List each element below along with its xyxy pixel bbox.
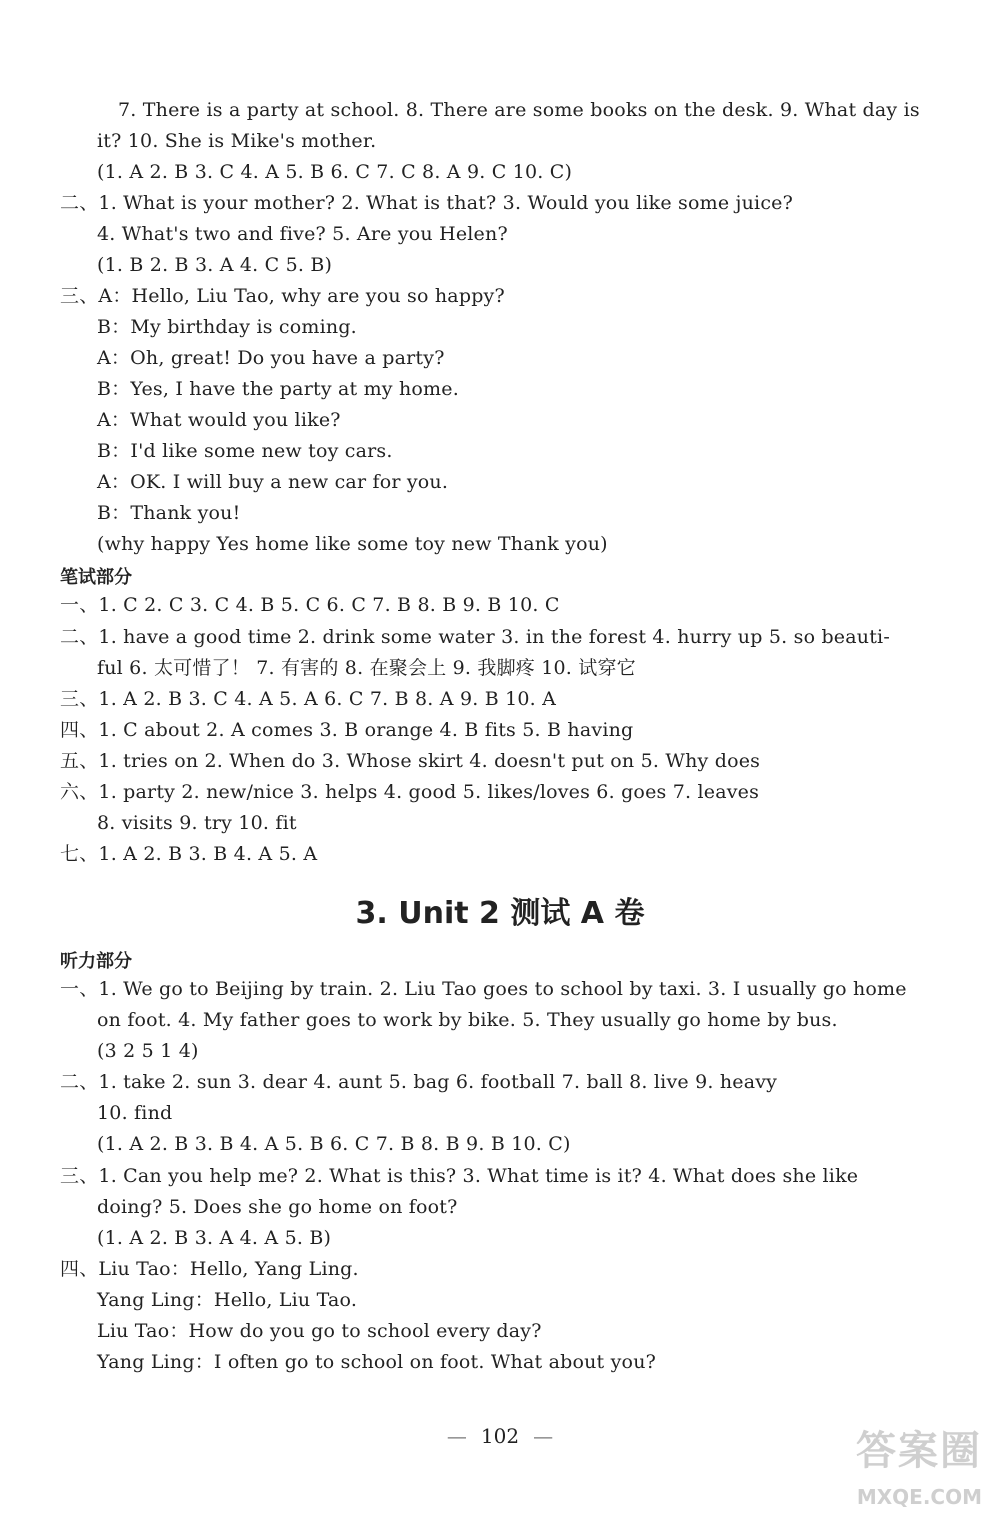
answer-line: doing? 5. Does she go home on foot? [97, 1196, 458, 1218]
answer-line: (1. B 2. B 3. A 4. C 5. B) [97, 254, 333, 276]
answer-line: B：My birthday is coming. [97, 316, 357, 338]
answer-line: 五、1. tries on 2. When do 3. Whose skirt 4. doesn't put on 5. Why does [60, 750, 761, 772]
answer-line: (1. A 2. B 3. C 4. A 5. B 6. C 7. C 8. A 9. C 10. C) [97, 161, 573, 183]
dash-left: — [446, 1424, 467, 1448]
section-heading-listening: 听力部分 [60, 951, 132, 972]
watermark-logo: 答案圈 [856, 1428, 982, 1474]
dash-right: — [533, 1424, 554, 1448]
answer-line: A：OK. I will buy a new car for you. [97, 471, 449, 493]
answer-line: 三、A：Hello, Liu Tao, why are you so happy? [60, 285, 505, 307]
watermark [852, 1419, 982, 1509]
page-number [0, 1424, 1000, 1448]
answer-line: 8. visits 9. try 10. fit [97, 812, 297, 834]
answer-line: 二、1. have a good time 2. drink some water 3. in the forest 4. hurry up 5. so beauti- [60, 626, 890, 648]
answer-line: 三、1. A 2. B 3. C 4. A 5. A 6. C 7. B 8. A 9. B 10. A [60, 688, 557, 710]
page-number-value: 102 [480, 1424, 520, 1448]
answer-line: 二、1. take 2. sun 3. dear 4. aunt 5. bag 6. football 7. ball 8. live 9. heavy [60, 1071, 778, 1093]
answer-line: 二、1. What is your mother? 2. What is that? 3. Would you like some juice? [60, 192, 794, 214]
section-heading-written: 笔试部分 [60, 567, 132, 588]
answer-line: 一、1. C 2. C 3. C 4. B 5. C 6. C 7. B 8. B 9. B 10. C [60, 594, 560, 616]
answer-line: 一、1. We go to Beijing by train. 2. Liu Tao goes to school by taxi. 3. I usually go home [60, 978, 907, 1000]
answer-line: it? 10. She is Mike's mother. [97, 130, 377, 152]
page-title: 3. Unit 2 测试 A 卷 [355, 896, 645, 931]
answer-line: 7. There is a party at school. 8. There are some books on the desk. 9. What day is [118, 99, 920, 121]
answer-line: B：Yes, I have the party at my home. [97, 378, 459, 400]
answer-line: ful 6. 太可惜了！ 7. 有害的 8. 在聚会上 9. 我脚疼 10. 试穿它 [97, 657, 636, 679]
answer-line: B：I'd like some new toy cars. [97, 440, 393, 462]
answer-line: 六、1. party 2. new/nice 3. helps 4. good 5. likes/loves 6. goes 7. leaves [60, 781, 760, 803]
answer-line: 10. find [97, 1102, 173, 1124]
answer-line: Yang Ling：I often go to school on foot. What about you? [97, 1351, 657, 1373]
answer-line: 四、Liu Tao：Hello, Yang Ling. [60, 1258, 359, 1280]
answer-line: 四、1. C about 2. A comes 3. B orange 4. B fits 5. B having [60, 719, 634, 741]
answer-line: A：Oh, great! Do you have a party? [97, 347, 445, 369]
answer-line: B：Thank you! [97, 502, 241, 524]
answer-line: Liu Tao：How do you go to school every day? [97, 1320, 542, 1342]
answer-line: Yang Ling：Hello, Liu Tao. [97, 1289, 358, 1311]
answer-line: (1. A 2. B 3. B 4. A 5. B 6. C 7. B 8. B 9. B 10. C) [97, 1133, 571, 1155]
answer-line: (why happy Yes home like some toy new Thank you) [97, 533, 608, 555]
answer-line: on foot. 4. My father goes to work by bike. 5. They usually go home by bus. [97, 1009, 838, 1031]
answer-line: A：What would you like? [97, 409, 341, 431]
watermark-url: MXQE.COM [856, 1485, 982, 1509]
answer-line: 4. What's two and five? 5. Are you Helen? [97, 223, 508, 245]
answer-line: 七、1. A 2. B 3. B 4. A 5. A [60, 843, 318, 865]
answer-line: (3 2 5 1 4) [97, 1040, 199, 1062]
answer-line: (1. A 2. B 3. A 4. A 5. B) [97, 1227, 332, 1249]
answer-line: 三、1. Can you help me? 2. What is this? 3. What time is it? 4. What does she like [60, 1165, 859, 1187]
